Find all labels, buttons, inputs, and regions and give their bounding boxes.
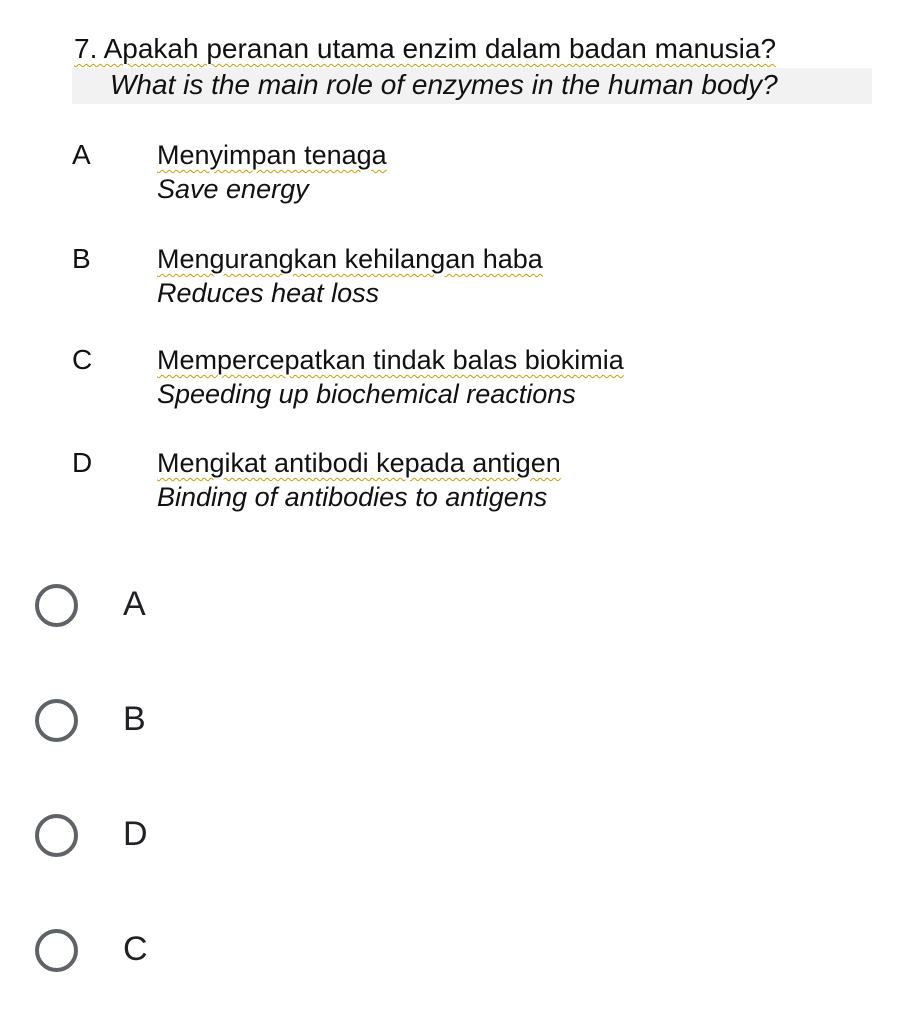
radio-button-a[interactable] xyxy=(35,584,78,627)
option-text-malay: Menyimpan tenaga xyxy=(157,140,387,170)
answer-choice-c[interactable] xyxy=(0,907,912,997)
option-text-malay: Mengurangkan kehilangan haba xyxy=(157,244,543,274)
option-text-english: Reduces heat loss xyxy=(157,278,380,308)
radio-button-c[interactable] xyxy=(35,929,78,972)
option-letter: D xyxy=(72,447,93,478)
radio-button-d[interactable] xyxy=(35,814,78,857)
answer-choice-a[interactable] xyxy=(0,562,912,652)
option-text-malay: Mengikat antibodi kepada antigen xyxy=(157,448,561,478)
choice-label: B xyxy=(123,700,146,738)
answer-choice-b[interactable] xyxy=(0,677,912,767)
choice-label: C xyxy=(123,930,148,968)
option-text-english: Binding of antibodies to antigens xyxy=(157,482,548,512)
choice-label: A xyxy=(123,585,146,623)
option-letter: A xyxy=(72,139,91,170)
radio-button-b[interactable] xyxy=(35,699,78,742)
question-text-malay: 7. Apakah peranan utama enzim dalam badan manusia? xyxy=(74,33,777,64)
option-letter: C xyxy=(72,344,93,375)
option-text-malay: Mempercepatkan tindak balas biokimia xyxy=(157,345,624,375)
option-text-english: Speeding up biochemical reactions xyxy=(157,379,576,409)
question-english-label: What is the main role of enzymes in the human body? xyxy=(110,69,778,100)
question-text-english xyxy=(72,68,872,104)
option-text-english: Save energy xyxy=(157,174,309,204)
choice-label: D xyxy=(123,815,148,853)
answer-choice-d[interactable] xyxy=(0,792,912,882)
option-letter: B xyxy=(72,243,91,274)
